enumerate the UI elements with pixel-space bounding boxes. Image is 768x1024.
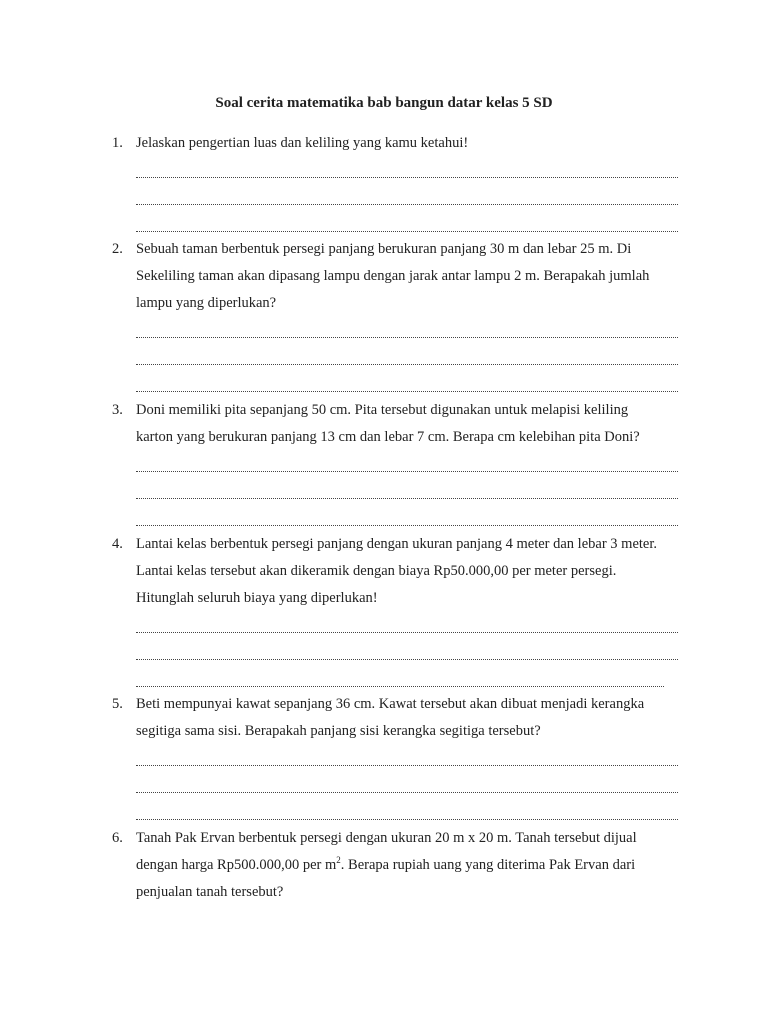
answer-line xyxy=(136,157,678,184)
answer-line xyxy=(136,639,678,666)
answer-line xyxy=(136,666,664,693)
question-2 xyxy=(112,236,682,398)
answer-line xyxy=(136,745,678,772)
answer-line xyxy=(136,451,678,478)
question-line-part: dengan harga Rp500.000,00 per m xyxy=(136,857,337,873)
question-text xyxy=(136,236,682,317)
answer-line xyxy=(136,371,678,398)
question-5 xyxy=(112,691,682,826)
question-number: 5. xyxy=(112,696,123,712)
question-line: Doni memiliki pita sepanjang 50 cm. Pita tersebut digunakan untuk melapisi keliling xyxy=(136,402,629,418)
question-line xyxy=(136,852,682,879)
question-line-part: . Berapa rupiah uang yang diterima Pak Ervan dari xyxy=(340,857,636,873)
question-line: karton yang berukuran panjang 13 cm dan lebar 7 cm. Berapa cm kelebihan pita Doni? xyxy=(136,429,640,445)
answer-line xyxy=(136,317,678,344)
question-line: Sebuah taman berbentuk persegi panjang berukuran panjang 30 m dan lebar 25 m. Di xyxy=(136,241,632,257)
question-text xyxy=(136,397,682,451)
answer-line xyxy=(136,799,678,826)
question-line: Lantai kelas tersebut akan dikeramik dengan biaya Rp50.000,00 per meter persegi. xyxy=(136,563,617,579)
question-line: Beti mempunyai kawat sepanjang 36 cm. Kawat tersebut akan dibuat menjadi kerangka xyxy=(136,696,645,712)
question-line: Sekeliling taman akan dipasang lampu dengan jarak antar lampu 2 m. Berapakah jumlah xyxy=(136,268,650,284)
question-text xyxy=(136,691,682,745)
question-line: Tanah Pak Ervan berbentuk persegi dengan ukuran 20 m x 20 m. Tanah tersebut dijual xyxy=(136,830,637,846)
question-text xyxy=(136,531,682,612)
superscript: 2 xyxy=(336,855,341,866)
question-4 xyxy=(112,531,682,693)
question-number: 1. xyxy=(112,135,123,151)
question-6 xyxy=(112,825,682,906)
question-line: Jelaskan pengertian luas dan keliling yang kamu ketahui! xyxy=(136,135,469,151)
answer-line xyxy=(136,772,678,799)
question-line: segitiga sama sisi. Berapakah panjang sisi kerangka segitiga tersebut? xyxy=(136,723,541,739)
question-line: Hitunglah seluruh biaya yang diperlukan! xyxy=(136,590,378,606)
question-3 xyxy=(112,397,682,532)
answer-line xyxy=(136,184,678,211)
question-number: 4. xyxy=(112,536,123,552)
document-title: Soal cerita matematika bab bangun datar kelas 5 SD xyxy=(215,95,553,111)
answer-line xyxy=(136,505,678,532)
answer-line xyxy=(136,612,678,639)
question-number: 3. xyxy=(112,402,123,418)
question-1 xyxy=(112,130,682,238)
question-line: Lantai kelas berbentuk persegi panjang dengan ukuran panjang 4 meter dan lebar 3 meter. xyxy=(136,536,657,552)
question-text xyxy=(136,825,682,906)
answer-line xyxy=(136,478,678,505)
question-number: 2. xyxy=(112,241,123,257)
question-line: penjualan tanah tersebut? xyxy=(136,884,284,900)
question-number: 6. xyxy=(112,830,123,846)
answer-line xyxy=(136,344,678,371)
question-line: lampu yang diperlukan? xyxy=(136,295,277,311)
question-text xyxy=(136,130,682,157)
answer-line xyxy=(136,211,678,238)
